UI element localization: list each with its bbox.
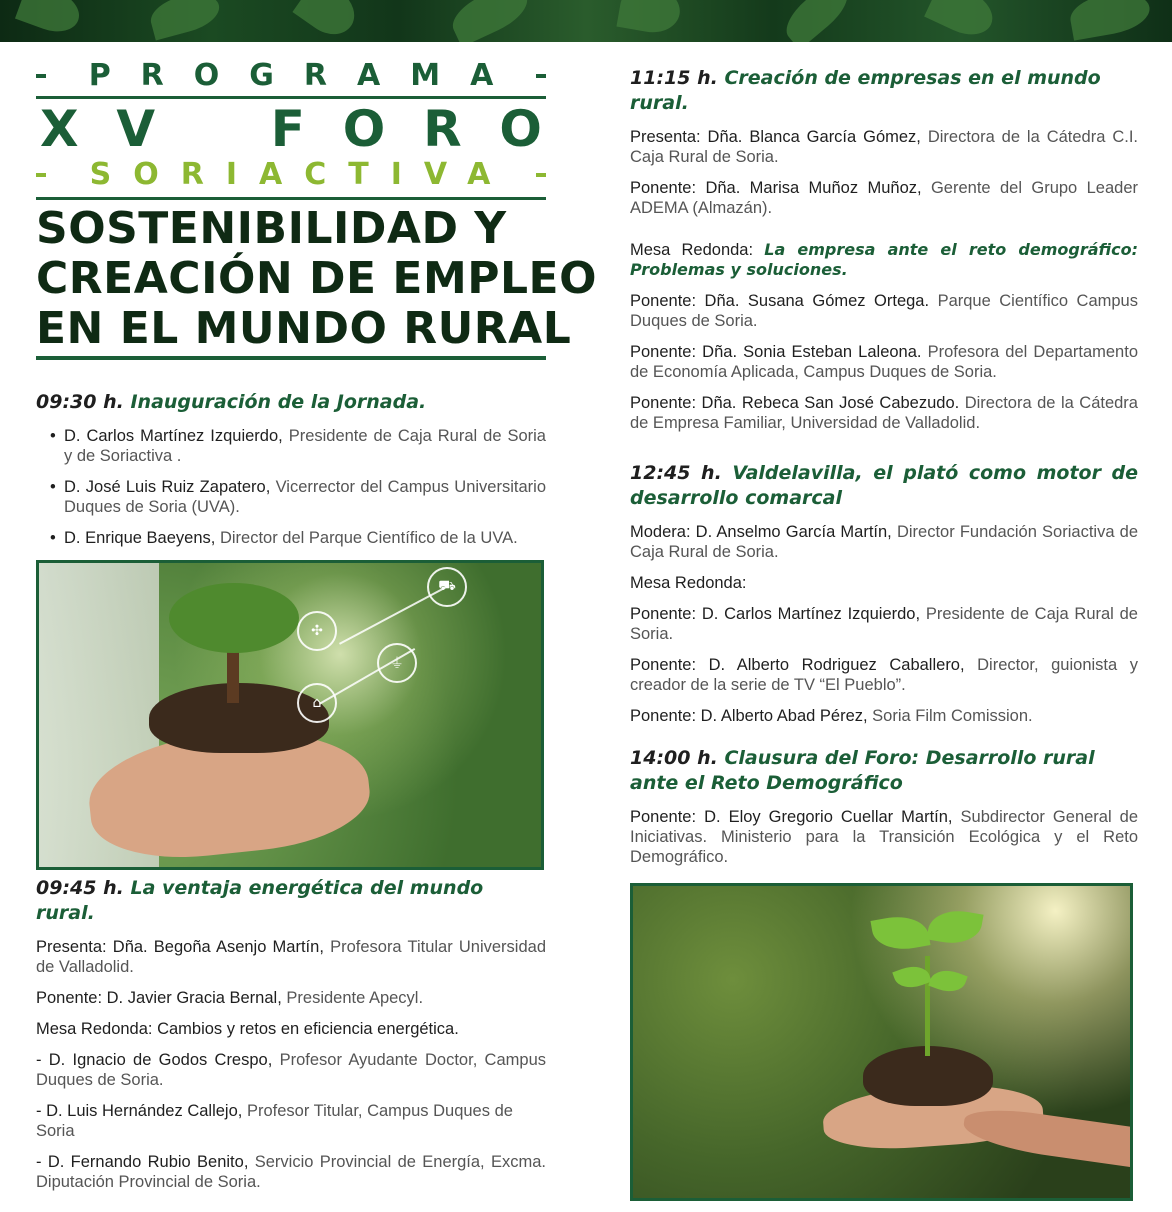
ponente-role: Presidente Apecyl.	[286, 989, 424, 1007]
speaker-role: Profesor Ayudante Doctor, Campus Duques de Soria.	[36, 1051, 546, 1089]
speaker-name: - D. Fernando Rubio Benito,	[36, 1153, 249, 1171]
session-title: Valdelavilla, el plató como motor de desarrollo comarcal	[630, 462, 1138, 509]
header-rule	[36, 197, 546, 200]
list-item	[36, 477, 546, 517]
bullet-icon: •	[50, 478, 56, 496]
foro-letter: V	[116, 100, 156, 158]
foro-letter: O	[342, 100, 386, 158]
session-time: 09:45 h.	[36, 877, 124, 899]
ponente-role: Profesora del Departamento de Economía Aplicada, Campus Duques de Soria.	[630, 343, 1138, 381]
session-heading	[630, 746, 1138, 796]
speaker-role: Director del Parque Científico de la UVA.	[219, 529, 518, 547]
ponente-role: Director, guionista y creador de la serie de TV “El Pueblo”.	[630, 656, 1138, 694]
ponente-line	[36, 988, 546, 1008]
right-column	[630, 66, 1138, 1201]
session-empresas	[630, 66, 1138, 433]
house-icon: ⌂	[297, 683, 337, 723]
leaf-shape	[928, 965, 967, 997]
ponente-line	[630, 291, 1138, 331]
presenta-label: Presenta: Dña. Blanca García Gómez,	[630, 128, 921, 146]
dash-left	[36, 173, 46, 177]
ponente-line	[630, 807, 1138, 867]
programa-row	[36, 58, 546, 93]
title-line: EN EL MUNDO RURAL	[36, 303, 572, 354]
speaker-name: D. Carlos Martínez Izquierdo,	[64, 427, 283, 445]
ponente-label: Ponente: D. Carlos Martínez Izquierdo,	[630, 605, 921, 623]
mesa-redonda-line	[36, 1019, 546, 1039]
dash-right	[536, 74, 546, 78]
modera-label: Modera: D. Anselmo García Martín,	[630, 523, 892, 541]
session-heading	[36, 390, 546, 415]
foro-letter: R	[423, 100, 462, 158]
list-item	[36, 528, 546, 548]
ponente-role: Presidente de Caja Rural de Soria.	[630, 605, 1138, 643]
presenta-role: Directora de la Cátedra C.I. Caja Rural de Soria.	[630, 128, 1138, 166]
session-title: Inauguración de la Jornada.	[130, 391, 427, 413]
modera-role: Director Fundación Soriactiva de Caja Rural de Soria.	[630, 523, 1138, 561]
canopy-shape	[169, 583, 299, 653]
soriactiva-heading: SORIACTIVA	[89, 157, 513, 192]
ponente-line	[630, 393, 1138, 433]
ponente-role: Parque Científico Campus Duques de Soria.	[630, 292, 1138, 330]
session-heading	[36, 876, 546, 926]
ponente-label: Ponente: Dña. Sonia Esteban Laleona.	[630, 343, 922, 361]
ponente-line	[630, 706, 1138, 726]
photo-seedling-in-hands	[630, 883, 1133, 1201]
session-title: La ventaja energética del mundo rural.	[36, 877, 484, 924]
program-header	[36, 58, 597, 360]
dash-right	[536, 173, 546, 177]
mesa-redonda-label: Mesa Redonda: Cambios y retos en eficiencia energética.	[36, 1020, 459, 1038]
leaf-shape	[926, 906, 983, 949]
ponente-line	[630, 342, 1138, 382]
presenta-line	[36, 937, 546, 977]
car-icon: ⛟	[427, 567, 467, 607]
foro-letter: O	[499, 100, 542, 158]
list-item	[36, 426, 546, 466]
header-rule	[36, 96, 546, 99]
bullet-icon: •	[50, 427, 56, 445]
ponente-label: Ponente: D. Alberto Rodriguez Caballero,	[630, 656, 965, 674]
leaf-shape	[870, 911, 930, 954]
foro-letter: X	[40, 100, 79, 158]
presenta-role: Profesora Titular Universidad de Valladolid.	[36, 938, 546, 976]
speaker-role: Vicerrector del Campus Universitario Duques de Soria (UVA).	[64, 478, 546, 516]
session-heading	[630, 461, 1138, 511]
speaker-role: Presidente de Caja Rural de Soria y de Soriactiva .	[64, 427, 546, 465]
session-time: 14:00 h.	[630, 747, 718, 769]
title-line: SOSTENIBILIDAD Y	[36, 203, 507, 254]
speaker-name: - D. Luis Hernández Callejo,	[36, 1102, 243, 1120]
wind-turbine-icon: ✣	[297, 611, 337, 651]
ponente-label: Ponente: D. Javier Gracia Bernal,	[36, 989, 282, 1007]
session-time: 09:30 h.	[36, 391, 124, 413]
dash-left	[36, 74, 46, 78]
session-inauguracion	[36, 390, 546, 548]
session-time: 11:15 h.	[630, 67, 718, 89]
ponente-label: Ponente: D. Alberto Abad Pérez,	[630, 707, 868, 725]
session-title: Creación de empresas en el mundo rural.	[630, 67, 1101, 114]
ponente-role: Gerente del Grupo Leader ADEMA (Almazán).	[630, 179, 1138, 217]
session-clausura	[630, 746, 1138, 867]
arm-shape	[961, 1104, 1133, 1169]
speaker-name: - D. Ignacio de Godos Crespo,	[36, 1051, 273, 1069]
mesa-redonda-line	[630, 573, 1138, 593]
mesa-redonda-label: Mesa Redonda:	[630, 241, 754, 259]
presenta-label: Presenta: Dña. Begoña Asenjo Martín,	[36, 938, 324, 956]
mesa-redonda-label: Mesa Redonda:	[630, 574, 747, 592]
list-item	[36, 1152, 546, 1192]
ponente-role: Subdirector General de Iniciativas. Ministerio para la Transición Ecológica y el Reto Demográfico.	[630, 808, 1138, 866]
ponente-line	[630, 178, 1138, 218]
left-column	[36, 58, 597, 1192]
ponente-role: Soria Film Comission.	[872, 707, 1033, 725]
title-line: CREACIÓN DE EMPLEO	[36, 253, 597, 304]
session-title: Clausura del Foro: Desarrollo rural ante el Reto Demográfico	[630, 747, 1095, 794]
main-title	[36, 203, 597, 354]
ponente-label: Ponente: Dña. Marisa Muñoz Muñoz,	[630, 179, 922, 197]
ponente-label: Ponente: Dña. Susana Gómez Ortega.	[630, 292, 930, 310]
soriactiva-row	[36, 156, 546, 194]
ponente-label: Ponente: Dña. Rebeca San José Cabezudo.	[630, 394, 960, 412]
foro-heading	[36, 102, 546, 156]
ponente-role: Directora de la Cátedra de Empresa Familiar, Universidad de Valladolid.	[630, 394, 1138, 432]
session-energia	[36, 876, 546, 1192]
session-time: 12:45 h.	[630, 462, 722, 484]
mesa-redonda-line	[630, 240, 1138, 280]
presenta-line	[630, 127, 1138, 167]
speaker-role: Servicio Provincial de Energía, Excma. Diputación Provincial de Soria.	[36, 1153, 546, 1191]
leaf-banner	[0, 0, 1172, 42]
bullet-icon: •	[50, 529, 56, 547]
mesa-redonda-title: La empresa ante el reto demográfico: Problemas y soluciones.	[630, 240, 1138, 279]
ponente-line	[630, 604, 1138, 644]
foro-letter: F	[270, 100, 305, 158]
plug-icon: ⏚	[377, 643, 417, 683]
list-item	[36, 1050, 546, 1090]
speaker-name: D. Enrique Baeyens,	[64, 529, 216, 547]
ponente-line	[630, 655, 1138, 695]
speaker-name: D. José Luis Ruiz Zapatero,	[64, 478, 271, 496]
session-valdelavilla	[630, 461, 1138, 726]
title-rule	[36, 356, 546, 360]
list-item	[36, 1101, 546, 1141]
programa-heading: PROGRAMA	[88, 58, 524, 93]
modera-line	[630, 522, 1138, 562]
speaker-role: Profesor Titular, Campus Duques de Soria	[36, 1102, 513, 1140]
ponente-label: Ponente: D. Eloy Gregorio Cuellar Martín,	[630, 808, 953, 826]
session-heading	[630, 66, 1138, 116]
photo-tree-in-hands	[36, 560, 544, 870]
